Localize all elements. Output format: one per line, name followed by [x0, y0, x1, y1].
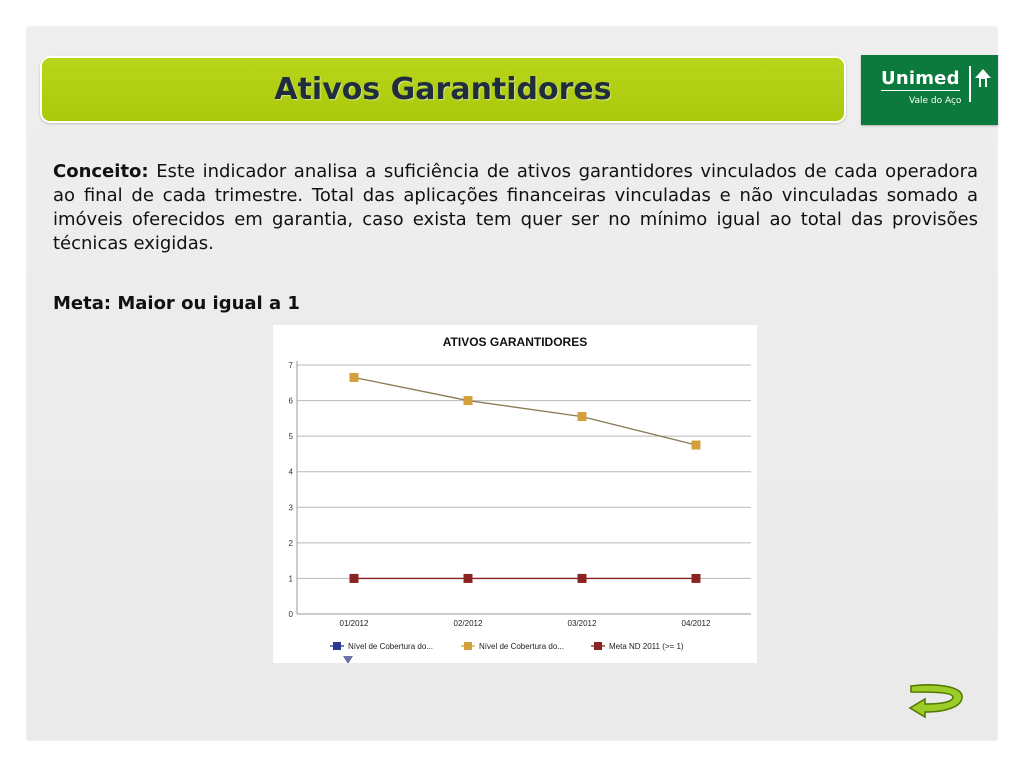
logo-subtitle: Vale do Aço [909, 96, 962, 106]
y-tick-label: 7 [288, 361, 293, 370]
chart-title: ATIVOS GARANTIDORES [442, 335, 588, 349]
legend-label: Nível de Cobertura do... [348, 642, 433, 651]
y-tick-label: 5 [288, 432, 293, 442]
legend-marker [594, 642, 602, 650]
line-chart [273, 325, 757, 663]
y-tick-label: 6 [288, 396, 293, 406]
data-point [692, 441, 701, 450]
legend-label: Nível de Cobertura do... [479, 642, 564, 651]
data-point [578, 574, 587, 583]
legend-label: Meta ND 2011 (>= 1) [609, 642, 684, 651]
concept-text: Este indicador analisa a suficiência de ativos garantidores vinculados de cada operadora ao final de cada trimestre. Total das aplicações financeiras vinculadas e não vinculadas somado a imóveis oferecidos em garantia, caso exista tem quer ser no mínimo igual ao total das provisões técnicas exigidas. [53, 161, 978, 254]
concept-label: Conceito: [53, 161, 149, 182]
legend-marker [464, 642, 472, 650]
data-point [464, 574, 473, 583]
y-tick-label: 0 [288, 610, 293, 619]
data-point [350, 574, 359, 583]
meta-text: Meta: Maior ou igual a 1 [53, 293, 300, 314]
logo-brand: Unimed [881, 68, 960, 89]
data-point [350, 373, 359, 382]
u-turn-arrow-icon[interactable] [905, 682, 969, 722]
data-point [578, 412, 587, 421]
page-title: Ativos Garantidores [274, 72, 612, 107]
legend-marker [333, 642, 341, 650]
y-tick-label: 1 [288, 574, 293, 584]
title-bar [40, 56, 846, 123]
x-tick-label: 01/2012 [339, 619, 369, 628]
concept-paragraph [53, 160, 978, 256]
y-tick-label: 2 [288, 538, 293, 548]
y-tick-label: 3 [288, 503, 293, 513]
chart-svg [273, 325, 757, 663]
data-point [692, 574, 701, 583]
x-tick-label: 04/2012 [681, 619, 711, 628]
y-tick-label: 4 [288, 467, 293, 477]
unimed-logo [861, 55, 998, 125]
logo-divider [969, 66, 971, 102]
data-point [464, 396, 473, 405]
x-tick-label: 03/2012 [567, 619, 597, 628]
series-line [354, 377, 696, 445]
tree-icon [973, 68, 993, 90]
x-tick-label: 02/2012 [453, 619, 483, 628]
triangle-down-icon[interactable] [343, 656, 353, 663]
